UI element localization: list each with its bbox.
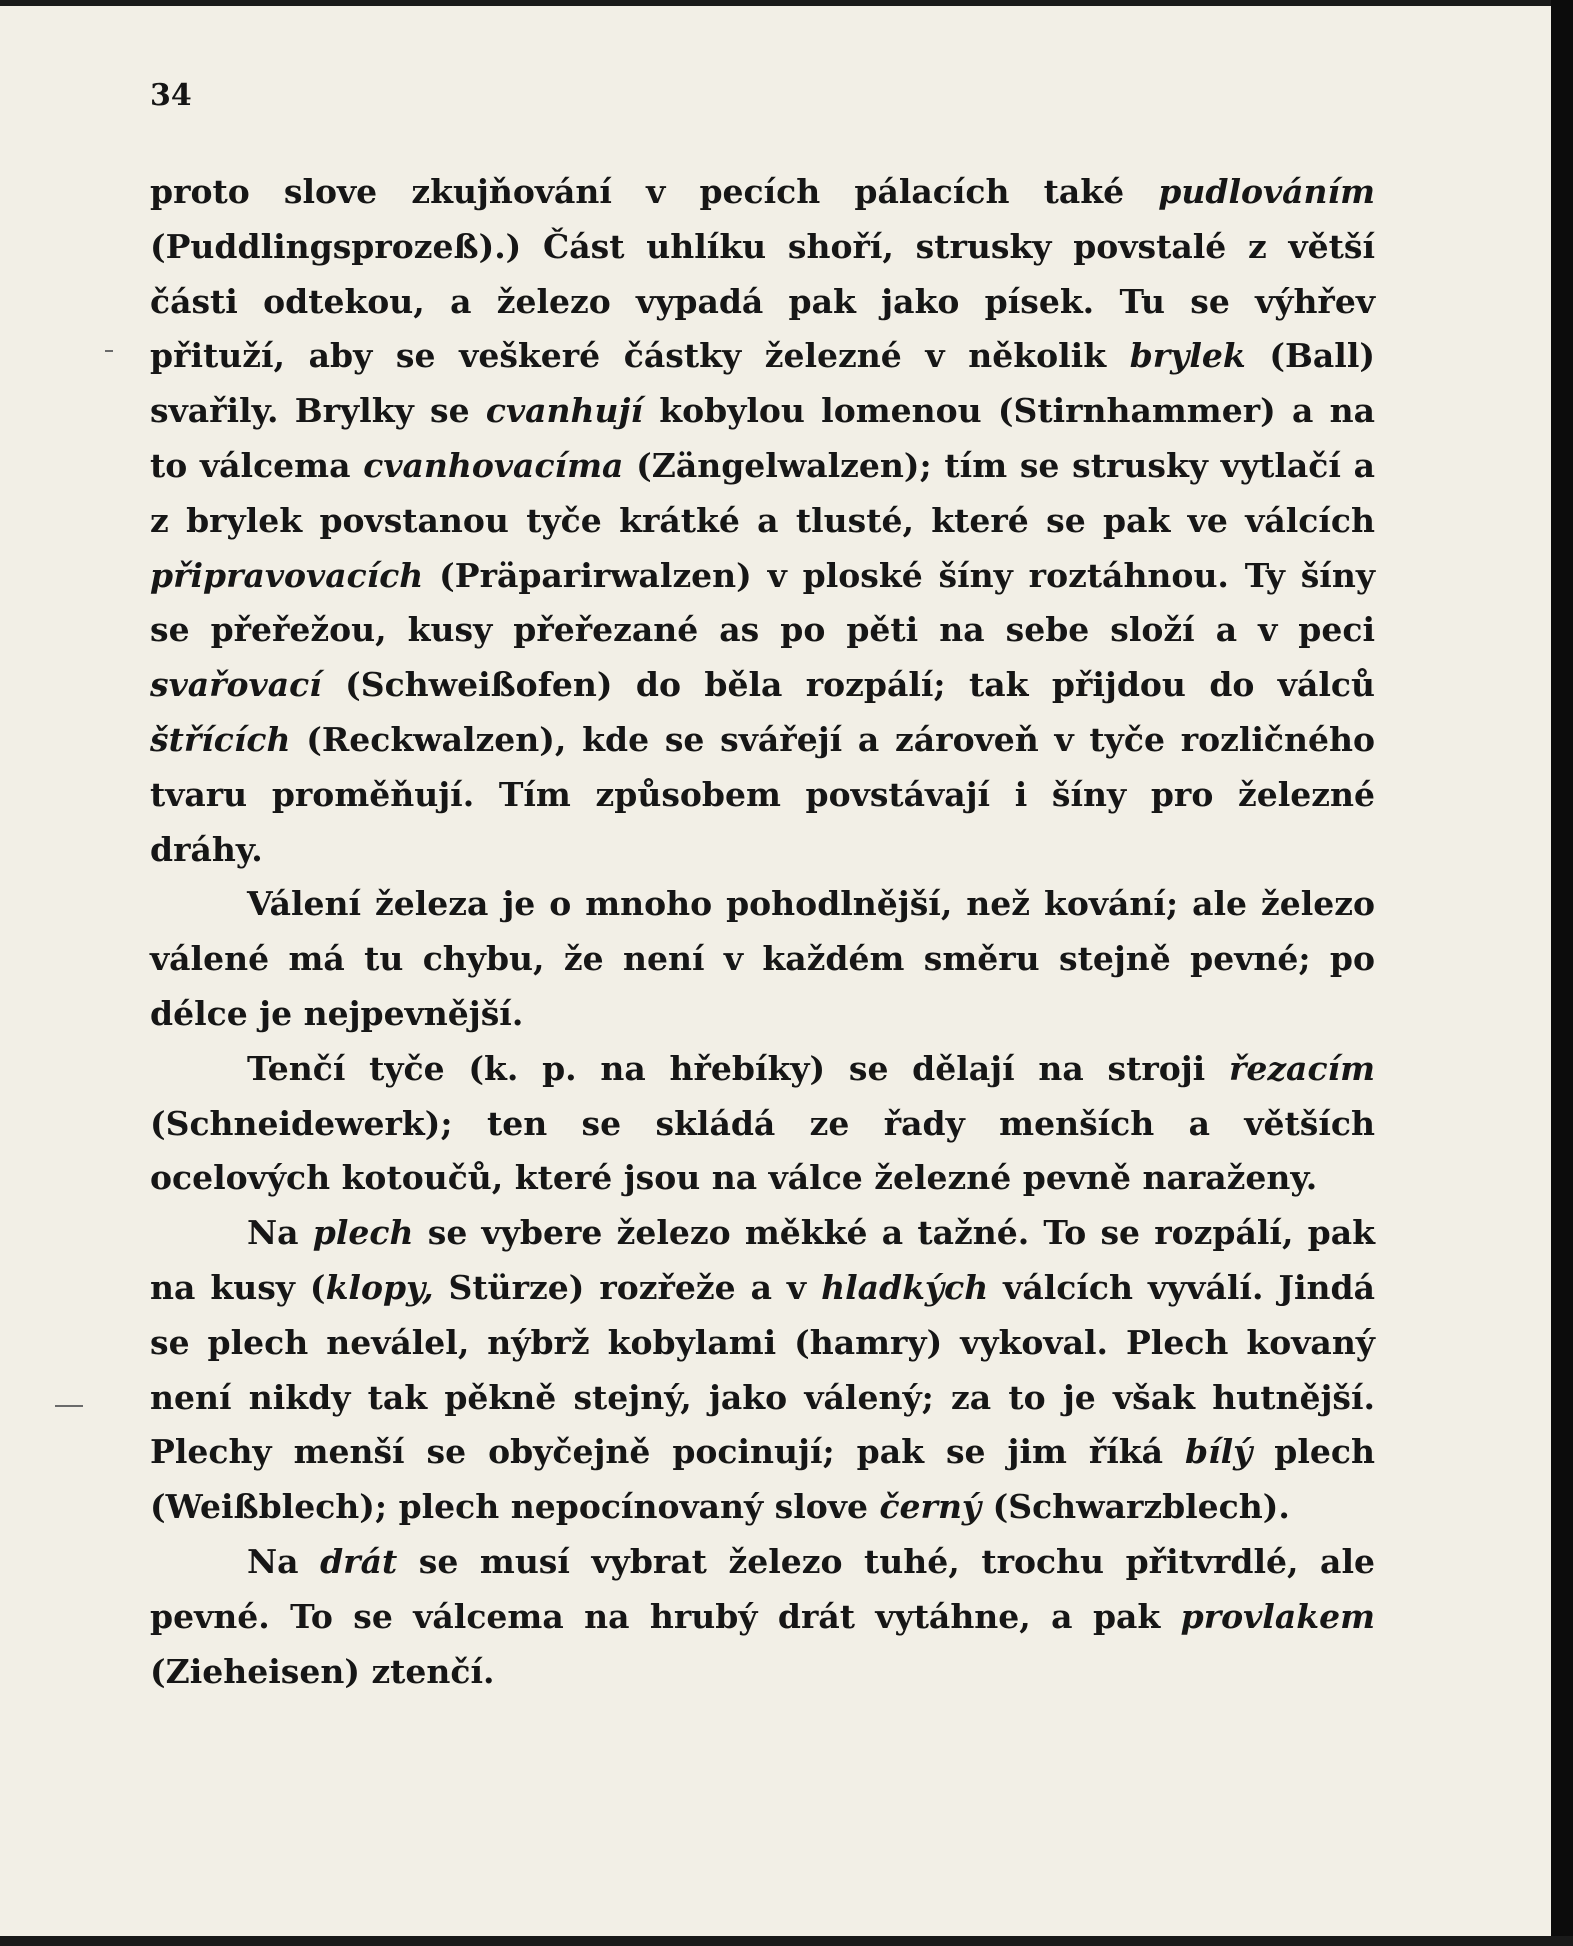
german-gloss: (Stirnhammer) [997, 391, 1276, 431]
german-gloss: Stürze [448, 1267, 569, 1307]
text-run: se vybere železo měkké a tažné. To se rozpálí, pak na kusy ( [150, 1213, 1375, 1307]
german-gloss: (Puddlingsprozeß) [150, 226, 495, 266]
text-run: Tenčí tyče (k. p. na hřebíky) se dělají na stroji [247, 1048, 1229, 1088]
text-run: válcích vyválí. Jindá se plech neválel, nýbrž kobylami (hamry) vykoval. Plech kovaný není nikdy tak pěkně stejný, jako válený; za to je však hutnější. Plechy menší se obyčejně pocinují; pak se jim říká [150, 1267, 1376, 1472]
german-gloss: (Ball) [1269, 336, 1375, 376]
text-run [423, 556, 439, 595]
text-run: Na [247, 1213, 313, 1253]
german-gloss: (Schwarzblech) [992, 1487, 1279, 1527]
text-run [623, 446, 636, 485]
italic-term: brylek [1129, 336, 1246, 376]
margin-tick-left-2 [55, 1405, 83, 1407]
body-text [150, 165, 1375, 1699]
german-gloss: (Weißblech) [150, 1487, 375, 1527]
text-run: .) Část uhlíku shoří, strusky povstalé z větší části odtekou, a železo vypadá pak jako písek. Tu se výhřev přituží, aby se veškeré částky železné v několik [150, 226, 1375, 376]
text-run: proto slove zkujňování v pecích pálacích také [150, 172, 1159, 211]
italic-term: cvanhovacíma [363, 445, 624, 485]
italic-term: bílý [1185, 1432, 1253, 1472]
page-number: 34 [150, 78, 192, 113]
italic-term: řezacím [1228, 1048, 1375, 1088]
text-run [981, 1487, 993, 1526]
text-run: svařily. Brylky se [150, 391, 486, 431]
italic-term: plech [312, 1213, 414, 1253]
text-run: do běla rozpálí; tak přijdou do válců [612, 665, 1375, 705]
text-run: Válení železa je o mnoho pohodlnější, než kování; ale železo válené má tu chybu, že není v každém směru stejně pevné; po délce je nejpevnější. [150, 884, 1375, 1033]
text-run: kobylou lomenou [642, 391, 998, 431]
text-run: ; tím se strusky vytlačí a z brylek povstanou tyče krátké a tlusté, které se pak ve válcích [150, 445, 1375, 540]
paragraph [150, 1535, 1375, 1699]
italic-term: pudlováním [1158, 172, 1375, 211]
paragraph [150, 1042, 1375, 1206]
italic-term: svařovací [150, 665, 322, 705]
german-gloss: (Schneidewerk) [150, 1103, 441, 1143]
paragraph [150, 1206, 1375, 1535]
italic-term: černý [879, 1487, 982, 1527]
paragraph [150, 877, 1375, 1041]
text-run: ) rozřeže a v [568, 1267, 822, 1307]
text-run [1246, 336, 1270, 375]
german-gloss: (Präparirwalzen) [439, 555, 752, 595]
text-run: . [1278, 1487, 1290, 1527]
text-run: ztenčí. [359, 1651, 495, 1691]
scan-border-right [1551, 0, 1573, 1946]
scan-border-bottom [0, 1936, 1573, 1946]
german-gloss: (Zieheisen) [150, 1651, 360, 1691]
german-gloss: (Reckwalzen) [306, 719, 555, 759]
text-run: plech [1252, 1432, 1375, 1472]
text-run [434, 1268, 449, 1307]
italic-term: klopy, [325, 1267, 434, 1307]
text-run: ; plech nepocínovaný slove [374, 1487, 880, 1527]
text-run [322, 665, 345, 704]
italic-term: cvanhují [485, 391, 643, 431]
margin-tick-left-1 [105, 350, 113, 352]
paragraph [150, 165, 1375, 877]
italic-term: provlakem [1180, 1596, 1375, 1636]
italic-term: drát [320, 1541, 398, 1581]
text-run [290, 720, 306, 759]
scan-border-top [0, 0, 1573, 6]
german-gloss: (Schweißofen) [345, 665, 613, 705]
text-run: a na to válcema [150, 391, 1376, 485]
italic-term: připravovacích [150, 555, 424, 595]
text-run: ; ten se skládá ze řady menších a větších ocelových kotoučů, které jsou na válce železné pevně naraženy. [150, 1103, 1375, 1198]
italic-term: hladkých [821, 1267, 989, 1307]
text-run: , kde se svářejí a zároveň v tyče rozličného tvaru proměňují. Tím způsobem povstávají i šíny pro železné dráhy. [150, 719, 1375, 869]
text-run: v ploské šíny roztáhnou. Ty šíny se přeřežou, kusy přeřezané as po pěti na sebe složí a v peci [150, 555, 1375, 650]
text-run: se musí vybrat železo tuhé, trochu přitvrdlé, ale pevné. To se válcema na hrubý drát vytáhne, a pak [150, 1541, 1375, 1636]
text-run: Na [247, 1541, 321, 1581]
german-gloss: (Zängelwalzen) [636, 445, 920, 485]
italic-term: štřících [150, 719, 291, 759]
